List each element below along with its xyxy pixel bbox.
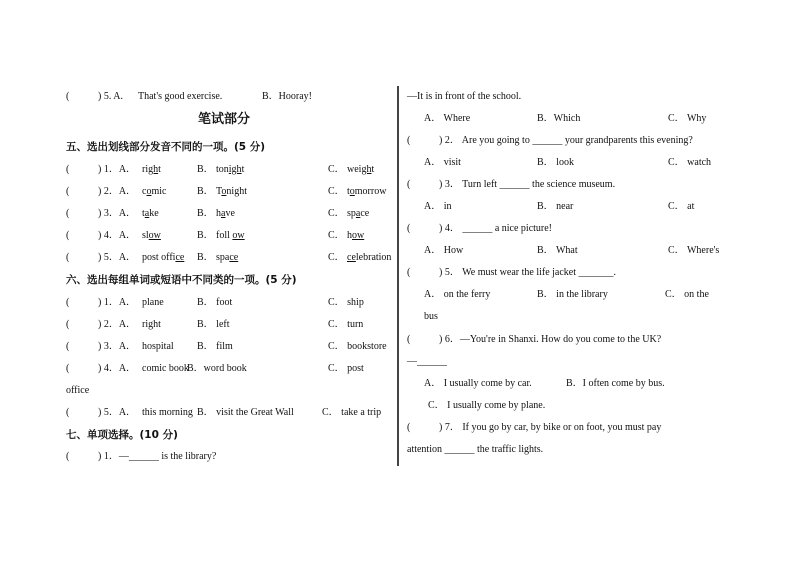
section5-row [66,185,396,199]
word-part: ce [360,208,370,219]
option-c: C． Where's [668,245,720,256]
q4-options [424,244,720,258]
option-b: B． foot [197,297,233,308]
answer-paren[interactable]: ( [66,208,70,219]
question-number: ) 1．A． [98,297,137,308]
option-a: A． in [424,201,452,212]
word-part: sp [347,208,356,219]
option-c-label: C． [328,164,345,175]
question-text: ) 1．—______ is the library? [98,451,217,462]
section5-title: 五、选出划线部分发音不同的一项。(5 分) [66,141,266,153]
question-number: ) 2．A． [98,319,137,330]
option-a: A． I usually come by car. [424,378,532,389]
option-b: B． look [537,157,574,168]
section7-title: 七、单项选择。(10 分) [66,429,178,441]
option-b: B． left [197,319,230,330]
q3-options [424,200,714,214]
option-a: right [142,319,161,330]
question-number: ) 4．A． [98,230,137,241]
option-a: hospital [142,341,174,352]
option-b [216,251,238,265]
option-b-label: B． [197,208,214,219]
word-part: ri [142,164,149,175]
option-a: A． visit [424,157,461,168]
question-number: ) 5. A. [98,91,123,102]
question-number: ) 1．A． [98,164,137,175]
underlined-letters: gh [148,164,159,175]
answer-paren[interactable]: ( [407,179,411,190]
word-part: h [216,208,221,219]
question-text: ) 3． Turn left ______ the science museum. [439,179,616,190]
word-part: c [142,186,147,197]
option-c: C． on the [665,289,709,300]
answer-paren[interactable]: ( [66,164,70,175]
question-number: ) 3．A． [98,208,137,219]
option-c: C． turn [328,319,364,330]
option-c-label: C． [328,208,345,219]
underlined-letters: ce [347,252,356,263]
answer-paren[interactable]: ( [66,319,70,330]
option-c [347,185,386,199]
option-c: C． at [668,201,695,212]
option-b: B．I often come by bus. [566,378,665,389]
answer-paren[interactable]: ( [66,451,70,462]
option-b: B． What [537,245,578,256]
underlined-letters: ce [229,252,239,263]
option-c-label: C． [328,252,345,263]
underlined-letters: o [349,186,355,197]
answer-paren[interactable]: ( [66,297,70,308]
q6-options-ab [424,377,714,391]
option-b: B． film [197,341,233,352]
option-b-label: B． [197,164,214,175]
option-a [142,207,159,221]
q1-options [424,112,714,126]
word-part: night [226,186,247,197]
word-part: lebration [355,252,392,263]
word-part: t [347,186,350,197]
option-a: plane [142,297,164,308]
column-divider [397,86,399,466]
option-a: That's good exercise. [138,91,223,102]
option-c [347,251,391,265]
option-b: B． in the library [537,289,608,300]
answer-paren[interactable]: ( [66,407,70,418]
option-b: B．Which [537,113,581,124]
underlined-letters: igh [228,164,242,175]
q7-continuation: attention ______ the traffic lights. [407,444,544,455]
option-c: C． bookstore [328,341,387,352]
underlined-letters: o [146,186,152,197]
answer-paren[interactable]: ( [66,341,70,352]
answer-paren[interactable]: ( [407,267,411,278]
underlined-letters: a [221,208,226,219]
underlined-letters: ce [175,252,185,263]
option-c-label: C． [328,186,345,197]
question-number: ) 4．A． [98,363,137,374]
q6-option-c: C． I usually come by plane. [428,400,546,411]
option-c: C． ship [328,297,364,308]
question-text: ) 7． If you go by car, by bike or on foot, you must pay [439,422,662,433]
word-part: sl [142,230,149,241]
section6-row [66,296,396,310]
section6-row [66,318,396,332]
q5-overflow: bus [424,311,438,322]
option-c: C． post [328,363,364,374]
word-part: foll [216,230,233,241]
written-section-title: 笔试部分 [198,112,251,127]
answer-paren[interactable]: ( [407,135,411,146]
q2-options [424,156,714,170]
option-b: B．Hooray! [262,91,312,102]
word-part: h [347,230,352,241]
option-b: B． near [537,201,574,212]
section5-row [66,251,396,265]
option-a [142,185,166,199]
section6-title: 六、选出每组单词或短语中不同类的一项。(5 分) [66,274,297,286]
question-text: ) 4． ______ a nice picture! [439,223,553,234]
underlined-letters: ow [352,230,365,241]
option-b [216,185,247,199]
option-c: C． watch [668,157,712,168]
question-text: ) 5． We must wear the life jacket _______. [439,267,617,278]
answer-paren[interactable]: ( [66,252,70,263]
word-part: ton [216,164,229,175]
section5-row [66,207,396,221]
answer-line: —It is in front of the school. [407,91,522,102]
answer-paren[interactable]: ( [407,223,411,234]
section6-overflow: office [66,385,90,396]
word-part: t [241,164,245,175]
underlined-letters: a [355,208,361,219]
option-b-label: B． [197,230,214,241]
question-number: ) 5．A． [98,252,137,263]
option-b-label: B． [197,252,214,263]
q6-blank: —______ [407,356,447,367]
word-part: ke [149,208,159,219]
answer-paren[interactable]: ( [66,363,70,374]
section6-row [66,406,396,420]
underlined-letters: ow [232,230,245,241]
option-a [142,251,184,265]
option-a [142,229,161,243]
word-part: t [142,208,145,219]
section5-row [66,229,396,243]
option-b: B．word book [187,363,247,374]
option-c [347,229,364,243]
option-c [347,207,369,221]
section6-row [66,362,396,376]
underlined-letters: gh [361,164,372,175]
answer-paren[interactable]: ( [66,186,70,197]
answer-paren[interactable]: ( [407,422,411,433]
word-part: ve [225,208,235,219]
option-b-label: B． [197,186,214,197]
question-number: ) 5．A． [98,407,137,418]
option-c [347,163,374,177]
option-a: this morning [142,407,193,418]
option-a: A． How [424,245,464,256]
option-c: C． Why [668,113,707,124]
option-a: A． on the ferry [424,289,491,300]
section5-row [66,163,396,177]
word-part: t [371,164,375,175]
option-c-label: C． [328,230,345,241]
section6-row [66,340,396,354]
underlined-letters: a [144,208,150,219]
option-b [216,163,244,177]
question-number: ) 2．A． [98,186,137,197]
word-part: spa [216,252,230,263]
underlined-letters: ow [148,230,161,241]
option-a [142,163,161,177]
question-text: ) 6．—You're in Shanxi. How do you come to the UK? [439,334,662,345]
word-part: T [216,186,222,197]
word-part: mic [151,186,167,197]
answer-paren[interactable]: ( [66,91,70,102]
word-part: wei [347,164,362,175]
word-part: t [158,164,161,175]
option-b [216,229,245,243]
option-a: A． Where [424,113,471,124]
word-part: morrow [354,186,387,197]
word-part: post offi [142,252,176,263]
underlined-letters: o [221,186,227,197]
answer-paren[interactable]: ( [407,334,411,345]
q5-options [424,288,714,302]
option-b [216,207,235,221]
option-b: B． visit the Great Wall [197,407,294,418]
question-text: ) 2． Are you going to ______ your grandparents this evening? [439,135,693,146]
option-a: comic book [142,363,189,374]
option-c: C． take a trip [322,407,382,418]
answer-paren[interactable]: ( [66,230,70,241]
question-number: ) 3．A． [98,341,137,352]
